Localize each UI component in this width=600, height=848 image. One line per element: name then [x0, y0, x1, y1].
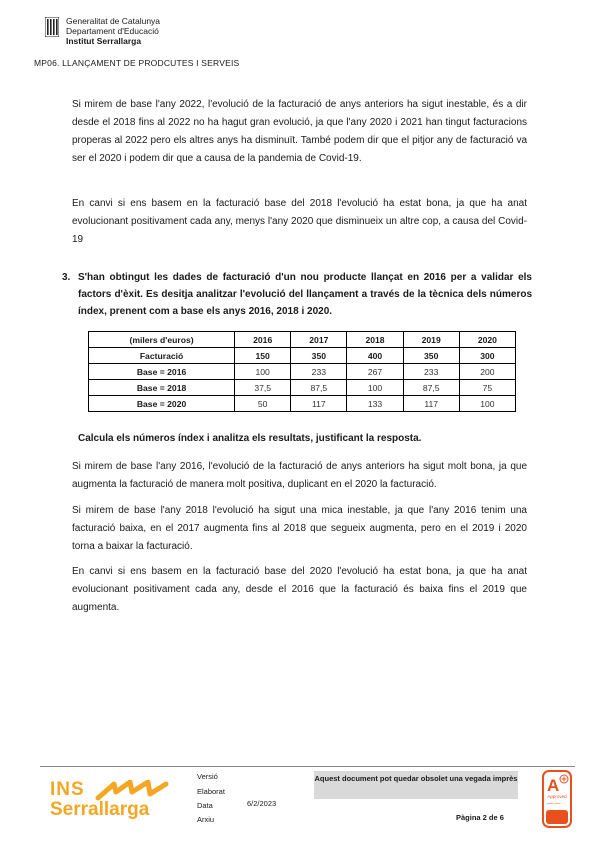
paragraph-base-2016: Si mirem de base l'any 2016, l'evolució de la facturació de anys anteriors ha sigut molt bona, ja que augmenta la facturació de manera molt positiva, duplicant en el 2020 la facturació.	[72, 461, 527, 490]
table-corner: (milers d'euros)	[89, 332, 235, 348]
header-line-2: Departament d'Educació	[66, 26, 159, 36]
year-header: 2018	[347, 332, 403, 348]
badge-caption: Approved	[547, 794, 567, 799]
table-cell: 400	[347, 348, 403, 364]
row-label: Base = 2020	[89, 396, 235, 412]
generalitat-emblem-icon	[45, 17, 59, 37]
question-3	[62, 269, 532, 320]
table-cell: 117	[291, 396, 347, 412]
question-number: 3.	[62, 272, 71, 283]
row-label: Base = 2016	[89, 364, 235, 380]
paragraph-base-2018-prev: En canvi si ens basem en la facturació base del 2018 l'evolució ha estat bona, ja que ha anat evolucionant positivament cada any, menys l'any 2020 que disminueix un altre cop, a causa del Covid-19	[72, 198, 527, 245]
table-row	[89, 396, 516, 412]
table-cell: 117	[403, 396, 459, 412]
year-header: 2017	[291, 332, 347, 348]
table-cell: 133	[347, 396, 403, 412]
table-cell: 300	[459, 348, 515, 364]
year-header: 2016	[235, 332, 291, 348]
table-cell: 233	[403, 364, 459, 380]
badge-mark: A	[547, 776, 560, 795]
page-number: Pàgina 2 de 6	[456, 813, 504, 822]
table-cell: 100	[459, 396, 515, 412]
table-cell: 350	[291, 348, 347, 364]
row-label: Base = 2018	[89, 380, 235, 396]
svg-text:— —: — —	[547, 801, 561, 807]
table-cell: 50	[235, 396, 291, 412]
table-cell: 37,5	[235, 380, 291, 396]
obsolete-note: Aquest document pot quedar obsolet una vegada imprès	[314, 774, 518, 783]
header-line-1: Generalitat de Catalunya	[66, 16, 161, 26]
year-header: 2020	[459, 332, 515, 348]
table-row	[89, 364, 516, 380]
module-title: MP06. LLANÇAMENT DE PRODCUTES I SERVEIS	[34, 58, 240, 68]
paragraph-base-2020: En canvi si ens basem en la facturació base del 2020 l'evolució ha estat bona, ja que ha anat evolucionant positivament cada any, desde el 2016 que la facturació és baixa fins el 2019 que augmenta.	[72, 566, 527, 613]
table-row	[89, 380, 516, 396]
question-text: S'han obtingut les dades de facturació d'un nou producte llançat en 2016 per a validar els factors d'èxit. Es desitja analitzar l'evolució del llançament a través de la tècnica dels números índex, prenent com a base els anys 2016, 2018 i 2020.	[78, 272, 532, 317]
table-cell: 233	[291, 364, 347, 380]
quality-badge	[542, 770, 572, 828]
footer-elaborat: Elaborat	[197, 787, 225, 796]
footer-data-label: Data	[197, 801, 213, 810]
table-cell: 75	[459, 380, 515, 396]
header-institution	[66, 16, 160, 46]
table-cell: 150	[235, 348, 291, 364]
table-cell: 100	[347, 380, 403, 396]
table-cell: 100	[235, 364, 291, 380]
paragraph-base-2022: Si mirem de base l'any 2022, l'evolució de la facturació de anys anteriors ha sigut inestable, és a dir desde el 2018 fins al 2022 no ha hagut gran evolució, ja que l'any 2020 i 2021 han tingut facturacions properas al 2022 pero els altres anys ha disminuït. També podem dir que el pitjor any de facturació va ser el 2020 i podem dir que a causa de la pandemia de Covid-19.	[72, 99, 527, 164]
ins-logo-text: INS	[50, 779, 85, 800]
table-cell: 350	[403, 348, 459, 364]
paragraph-base-2018: Si mirem de base l'any 2018 l'evolució ha sigut una mica inestable, ja que l'any 2016 tenim una facturació baixa, en el 2017 augmenta fins al 2018 que segueix augmenta, pero en el 2019 i 2020 torna a baixar la facturació.	[72, 505, 527, 552]
table-cell: 87,5	[403, 380, 459, 396]
table-row	[89, 348, 516, 364]
table-cell: 200	[459, 364, 515, 380]
year-header: 2019	[403, 332, 459, 348]
index-table	[88, 331, 516, 412]
table-cell: 87,5	[291, 380, 347, 396]
instruction-text: Calcula els números índex i analitza els resultats, justificant la resposta.	[78, 433, 422, 444]
row-label: Facturació	[89, 348, 235, 364]
table-header-row	[89, 332, 516, 348]
ins-logo-name: Serrallarga	[50, 799, 150, 820]
footer-arxiu: Arxiu	[197, 815, 215, 824]
footer-divider	[40, 766, 575, 767]
table-cell: 267	[347, 364, 403, 380]
footer-date: 6/2/2023	[247, 799, 277, 808]
footer-versio: Versió	[197, 772, 218, 781]
header-institute: Institut Serrallarga	[66, 36, 142, 46]
